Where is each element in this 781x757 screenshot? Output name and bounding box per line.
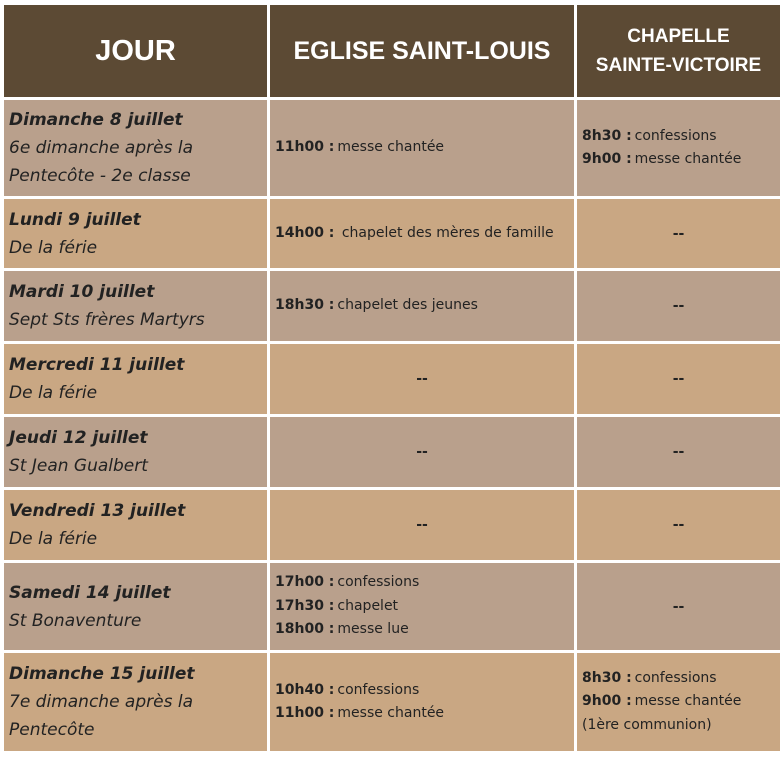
event-time: 14h00 : [275, 224, 335, 241]
schedule-row [4, 563, 780, 650]
header-jour: JOUR [4, 5, 267, 97]
day-subtitle: 6e dimanche après la [9, 138, 193, 158]
event-line [275, 702, 569, 726]
schedule-row [4, 271, 780, 341]
chapelle-events-cell [577, 100, 780, 196]
day-subtitle: Pentecôte [9, 720, 95, 740]
day-subtitle: St Bonaventure [9, 610, 142, 631]
schedule-row [4, 653, 780, 751]
day-subtitle: 7e dimanche après la [9, 692, 193, 712]
event-label: chapelet des mères de famille [337, 224, 554, 241]
event-label: confessions [337, 574, 420, 591]
event-line [582, 667, 775, 691]
schedule-table [1, 2, 781, 754]
event-line [582, 714, 775, 738]
event-time: 9h00 : [582, 693, 632, 710]
event-label: messe chantée [634, 693, 742, 710]
event-label: confessions [337, 681, 420, 698]
day-subtitle: Sept Sts frères Martyrs [9, 310, 205, 330]
eglise-events-cell [270, 271, 574, 341]
header-row [4, 5, 780, 97]
day-cell [4, 344, 267, 414]
day-name: Jeudi 12 juillet [9, 428, 148, 448]
event-label: confessions [634, 669, 717, 686]
chapelle-empty-cell: -- [577, 271, 780, 341]
day-subtitle: Pentecôte - 2e classe [9, 166, 191, 186]
day-name: Lundi 9 juillet [9, 209, 141, 230]
event-label: messe chantée [337, 705, 445, 721]
event-time: 18h00 : [275, 621, 335, 638]
day-name: Dimanche 15 juillet [9, 664, 195, 684]
day-cell [4, 271, 267, 341]
day-subtitle: De la férie [9, 383, 98, 403]
event-label: chapelet des jeunes [337, 297, 478, 314]
day-cell [4, 100, 267, 196]
day-cell [4, 490, 267, 560]
day-cell [4, 417, 267, 487]
event-time: 11h00 : [275, 139, 335, 156]
day-subtitle: St Jean Gualbert [9, 456, 148, 476]
event-line [275, 679, 569, 703]
day-subtitle: De la férie [9, 237, 98, 258]
event-label: messe lue [337, 621, 409, 638]
event-line [275, 294, 569, 318]
chapelle-events-cell [577, 653, 780, 751]
event-line [582, 125, 775, 149]
schedule-row [4, 490, 780, 560]
chapelle-empty-cell: -- [577, 490, 780, 560]
event-time: 17h30 : [275, 597, 335, 614]
event-line [582, 148, 775, 172]
event-label: messe chantée [634, 151, 742, 167]
eglise-empty-cell: -- [270, 344, 574, 414]
event-line [275, 136, 569, 160]
eglise-empty-cell: -- [270, 417, 574, 487]
schedule-row [4, 417, 780, 487]
event-time: 8h30 : [582, 127, 632, 144]
event-time: 18h30 : [275, 297, 335, 314]
header-chapelle-sainte-victoire [577, 5, 780, 97]
day-cell [4, 199, 267, 268]
event-label: confessions [634, 127, 717, 144]
event-time: 8h30 : [582, 669, 632, 686]
header-chapelle-line2: SAINTE-VICTOIRE [595, 55, 762, 76]
event-time: 11h00 : [275, 705, 335, 721]
schedule-row [4, 344, 780, 414]
event-line [275, 618, 569, 642]
eglise-events-cell [270, 199, 574, 268]
chapelle-empty-cell: -- [577, 563, 780, 650]
event-time: 10h40 : [275, 681, 335, 698]
event-line [275, 595, 569, 619]
event-line [275, 222, 569, 246]
header-chapelle-line1: CHAPELLE [627, 26, 730, 47]
day-subtitle: De la férie [9, 529, 98, 549]
event-time: 17h00 : [275, 574, 335, 591]
schedule-row [4, 199, 780, 268]
event-line [275, 571, 569, 595]
eglise-events-cell [270, 653, 574, 751]
chapelle-empty-cell: -- [577, 199, 780, 268]
day-cell [4, 563, 267, 650]
day-name: Dimanche 8 juillet [9, 110, 183, 130]
schedule-row [4, 100, 780, 196]
event-label: (1ère communion) [582, 716, 712, 733]
day-name: Vendredi 13 juillet [9, 501, 186, 521]
schedule-body [4, 100, 780, 751]
eglise-events-cell [270, 100, 574, 196]
eglise-events-cell [270, 563, 574, 650]
event-label: chapelet [337, 597, 399, 614]
event-label: messe chantée [337, 139, 445, 156]
day-name: Mercredi 11 juillet [9, 355, 185, 375]
chapelle-empty-cell: -- [577, 417, 780, 487]
eglise-empty-cell: -- [270, 490, 574, 560]
event-time: 9h00 : [582, 151, 632, 167]
day-name: Mardi 10 juillet [9, 282, 155, 302]
day-cell [4, 653, 267, 751]
day-name: Samedi 14 juillet [9, 582, 171, 603]
event-line [582, 690, 775, 714]
chapelle-empty-cell: -- [577, 344, 780, 414]
header-eglise-saint-louis: EGLISE SAINT-LOUIS [270, 5, 574, 97]
